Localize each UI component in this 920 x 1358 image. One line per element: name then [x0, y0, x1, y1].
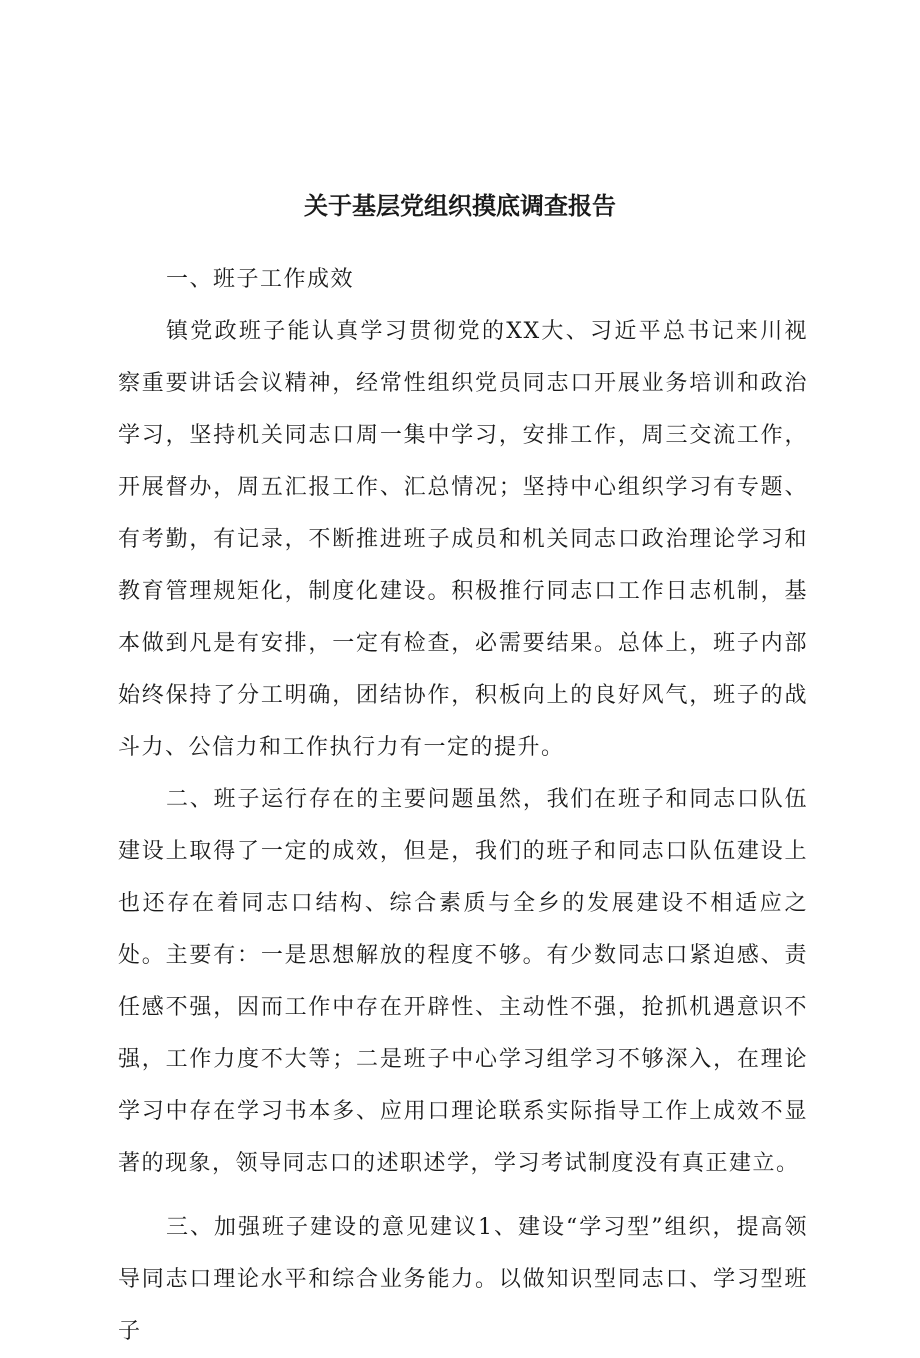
paragraph-problems: 二、班子运行存在的主要问题虽然，我们在班子和同志口队伍建设上取得了一定的成效，但是，我们的班子和同志口队伍建设上也还存在着同志口结构、综合素质与全乡的发展建设不相适应之处。主要有：一是思想解放的程度不够。有少数同志口紧迫感、责任感不强，因而工作中存在开辟性、主动性不强，抢抓机遇意识不强，工作力度不大等；二是班子中心学习组学习不够深入，在理论学习中存在学习书本多、应用口理论联系实际指导工作上成效不显著的现象，领导同志口的述职述学，学习考试制度没有真正建立。: [118, 787, 808, 1176]
section-heading-achievements: 一、班子工作成效: [166, 267, 355, 292]
paragraph-achievements: 镇党政班子能认真学习贯彻党的XX大、习近平总书记来川视察重要讲话会议精神，经常性组织党员同志口开展业务培训和政治学习，坚持机关同志口周一集中学习，安排工作，周三交流工作，开展督办，周五汇报工作、汇总情况；坚持中心组织学习有专题、有考勤，有记录，不断推进班子成员和机关同志口政治理论学习和教育管理规矩化，制度化建设。积极推行同志口工作日志机制，基本做到凡是有安排，一定有检查，必需要结果。总体上，班子内部始终保持了分工明确，团结协作，积板向上的良好风气，班子的战斗力、公信力和工作执行力有一定的提升。: [118, 319, 808, 760]
paragraph-suggestions: 三、加强班子建设的意见建议1、建设“学习型”组织，提高领导同志口理论水平和综合业务能力。以做知识型同志口、学习型班子: [118, 1215, 808, 1344]
document-body: [118, 254, 808, 1358]
document-title: 关于基层党组织摸底调查报告: [304, 192, 616, 220]
